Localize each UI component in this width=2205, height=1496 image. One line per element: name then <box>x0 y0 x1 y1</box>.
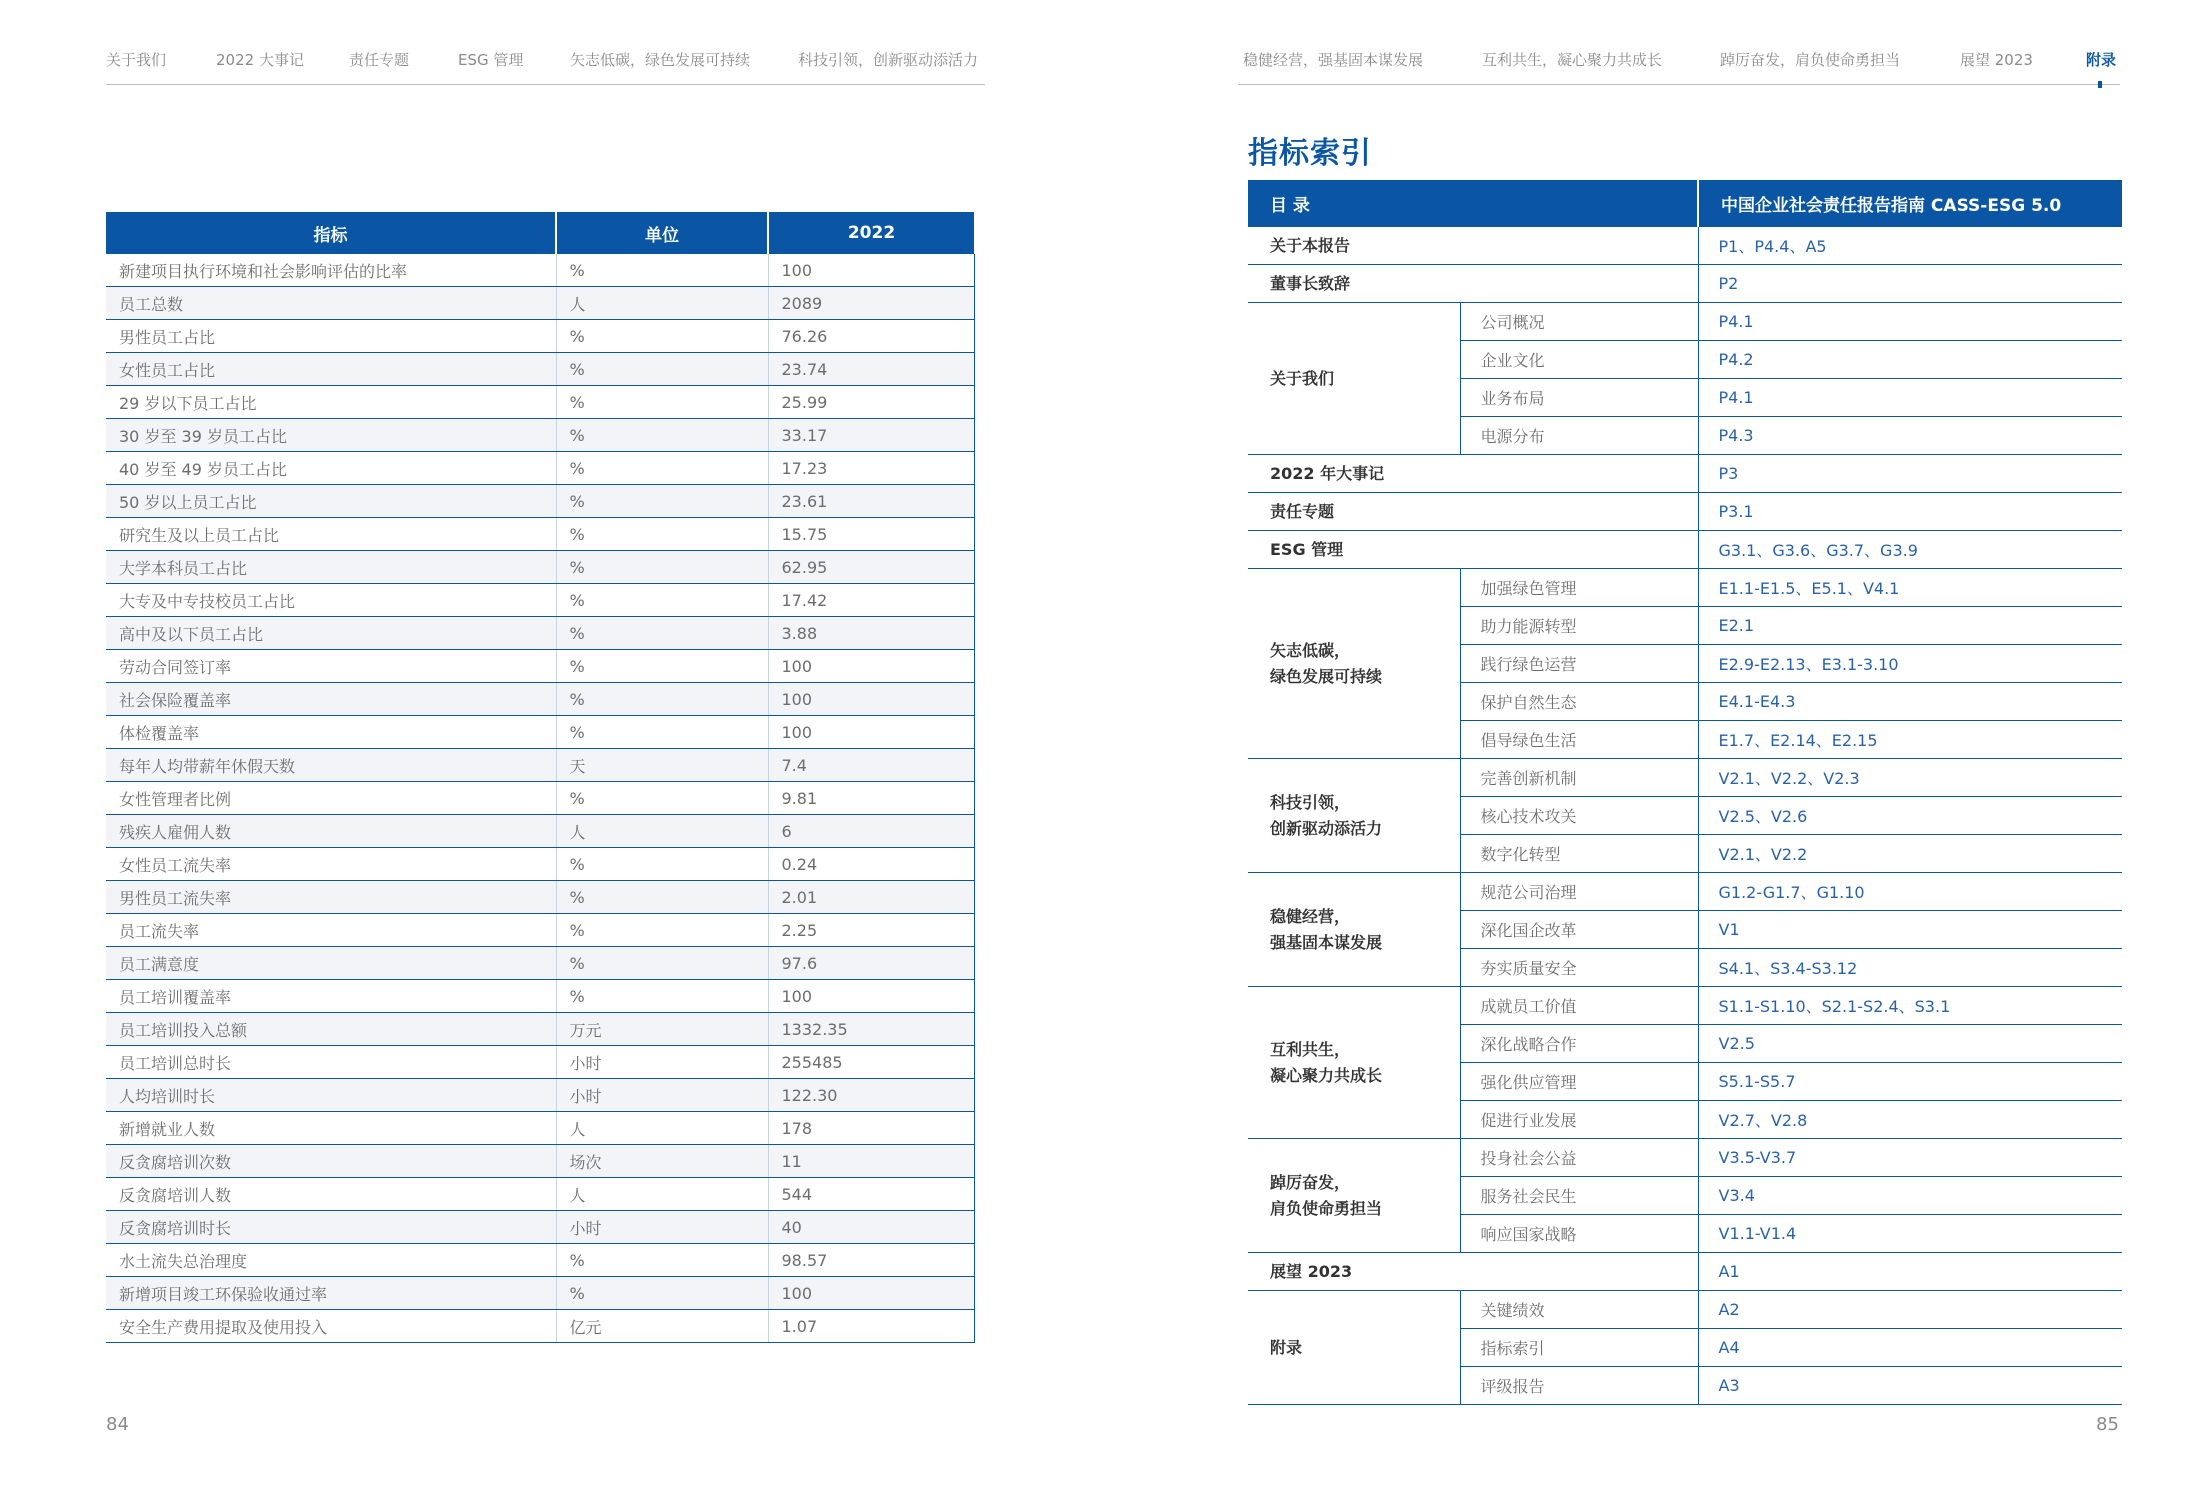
unit-cell: 人 <box>556 815 768 848</box>
unit-cell: 小时 <box>556 1079 768 1112</box>
value-cell: 23.74 <box>768 353 974 386</box>
table-row <box>106 881 974 914</box>
indicator-cell: 新建项目执行环境和社会影响评估的比率 <box>106 254 556 287</box>
index-subtopic: 投身社会公益 <box>1460 1139 1698 1177</box>
index-row <box>1248 569 2122 607</box>
value-cell: 40 <box>768 1211 974 1244</box>
page-number-left: 84 <box>106 1414 129 1435</box>
table-row <box>106 650 974 683</box>
kpi-table <box>106 212 975 1343</box>
index-reference: V3.5-V3.7 <box>1698 1139 2122 1177</box>
unit-cell: 亿元 <box>556 1310 768 1343</box>
index-reference: V2.1、V2.2 <box>1698 835 2122 873</box>
index-row <box>1248 493 2122 531</box>
value-cell: 23.61 <box>768 485 974 518</box>
index-row <box>1248 1253 2122 1291</box>
kpi-table-header <box>106 212 974 254</box>
indicator-cell: 新增项目竣工环保验收通过率 <box>106 1277 556 1310</box>
nav-item-mutual[interactable]: 互利共生，凝心聚力共成长 <box>1482 51 1663 69</box>
nav-item-mission[interactable]: 踔厉奋发，肩负使命勇担当 <box>1720 51 1901 69</box>
indicator-cell: 男性员工流失率 <box>106 881 556 914</box>
unit-cell: 人 <box>556 287 768 320</box>
indicator-cell: 30 岁至 39 岁员工占比 <box>106 419 556 452</box>
index-reference: P3 <box>1698 455 2122 493</box>
table-row <box>106 584 974 617</box>
index-reference: V2.5、V2.6 <box>1698 797 2122 835</box>
value-cell: 100 <box>768 650 974 683</box>
value-cell: 11 <box>768 1145 974 1178</box>
table-row <box>106 287 974 320</box>
index-reference: V2.5 <box>1698 1025 2122 1063</box>
index-table-header <box>1248 180 2122 227</box>
indicator-cell: 员工满意度 <box>106 947 556 980</box>
table-row <box>106 848 974 881</box>
table-row <box>106 947 974 980</box>
value-cell: 17.42 <box>768 584 974 617</box>
value-cell: 97.6 <box>768 947 974 980</box>
col-header-year: 2022 <box>768 212 974 254</box>
index-category: 2022 年大事记 <box>1248 455 1698 493</box>
index-table <box>1248 180 2122 1405</box>
index-subtopic: 数字化转型 <box>1460 835 1698 873</box>
index-category: 展望 2023 <box>1248 1253 1698 1291</box>
indicator-cell: 反贪腐培训人数 <box>106 1178 556 1211</box>
index-row <box>1248 455 2122 493</box>
nav-item-appendix[interactable]: 附录 <box>2086 51 2117 69</box>
unit-cell: % <box>556 485 768 518</box>
index-reference: V2.1、V2.2、V2.3 <box>1698 759 2122 797</box>
index-subtopic: 夯实质量安全 <box>1460 949 1698 987</box>
table-row <box>106 518 974 551</box>
indicator-cell: 人均培训时长 <box>106 1079 556 1112</box>
index-reference: V1.1-V1.4 <box>1698 1215 2122 1253</box>
unit-cell: % <box>556 716 768 749</box>
index-reference: A1 <box>1698 1253 2122 1291</box>
unit-cell: 万元 <box>556 1013 768 1046</box>
indicator-cell: 大学本科员工占比 <box>106 551 556 584</box>
index-reference: S5.1-S5.7 <box>1698 1063 2122 1101</box>
nav-item-topics[interactable]: 责任专题 <box>349 51 410 69</box>
index-reference: A2 <box>1698 1291 2122 1329</box>
index-category: 关于本报告 <box>1248 227 1698 265</box>
table-row <box>106 1112 974 1145</box>
value-cell: 33.17 <box>768 419 974 452</box>
col-header-indicator: 指标 <box>106 212 556 254</box>
indicator-cell: 员工培训总时长 <box>106 1046 556 1079</box>
value-cell: 1.07 <box>768 1310 974 1343</box>
table-row <box>106 815 974 848</box>
col-header-guideline: 中国企业社会责任报告指南 CASS-ESG 5.0 <box>1698 180 2122 227</box>
unit-cell: 天 <box>556 749 768 782</box>
unit-cell: 人 <box>556 1112 768 1145</box>
index-reference: G3.1、G3.6、G3.7、G3.9 <box>1698 531 2122 569</box>
unit-cell: % <box>556 584 768 617</box>
nav-item-tech[interactable]: 科技引领，创新驱动添活力 <box>798 51 979 69</box>
index-reference: V2.7、V2.8 <box>1698 1101 2122 1139</box>
index-row <box>1248 303 2122 341</box>
indicator-cell: 高中及以下员工占比 <box>106 617 556 650</box>
index-reference: E1.1-E1.5、E5.1、V4.1 <box>1698 569 2122 607</box>
indicator-cell: 社会保险覆盖率 <box>106 683 556 716</box>
indicator-cell: 反贪腐培训次数 <box>106 1145 556 1178</box>
index-subtopic: 公司概况 <box>1460 303 1698 341</box>
value-cell: 544 <box>768 1178 974 1211</box>
index-subtopic: 评级报告 <box>1460 1367 1698 1405</box>
table-row <box>106 320 974 353</box>
index-row <box>1248 265 2122 303</box>
table-row <box>106 749 974 782</box>
value-cell: 98.57 <box>768 1244 974 1277</box>
value-cell: 2.25 <box>768 914 974 947</box>
nav-item-about[interactable]: 关于我们 <box>106 51 167 69</box>
index-reference: P4.1 <box>1698 303 2122 341</box>
unit-cell: % <box>556 782 768 815</box>
index-category: 董事长致辞 <box>1248 265 1698 303</box>
indicator-cell: 员工总数 <box>106 287 556 320</box>
indicator-cell: 水土流失总治理度 <box>106 1244 556 1277</box>
indicator-cell: 新增就业人数 <box>106 1112 556 1145</box>
index-category: 责任专题 <box>1248 493 1698 531</box>
value-cell: 122.30 <box>768 1079 974 1112</box>
index-subtopic: 助力能源转型 <box>1460 607 1698 645</box>
indicator-cell: 员工培训覆盖率 <box>106 980 556 1013</box>
index-subtopic: 服务社会民生 <box>1460 1177 1698 1215</box>
index-reference: E4.1-E4.3 <box>1698 683 2122 721</box>
index-row <box>1248 873 2122 911</box>
value-cell: 76.26 <box>768 320 974 353</box>
index-subtopic: 践行绿色运营 <box>1460 645 1698 683</box>
unit-cell: % <box>556 452 768 485</box>
table-row <box>106 1046 974 1079</box>
index-category: 稳健经营， 强基固本谋发展 <box>1248 873 1460 987</box>
value-cell: 9.81 <box>768 782 974 815</box>
value-cell: 17.23 <box>768 452 974 485</box>
index-row <box>1248 1139 2122 1177</box>
index-reference: S1.1-S1.10、S2.1-S2.4、S3.1 <box>1698 987 2122 1025</box>
index-reference: P2 <box>1698 265 2122 303</box>
unit-cell: % <box>556 980 768 1013</box>
index-reference: P4.3 <box>1698 417 2122 455</box>
table-row <box>106 254 974 287</box>
unit-cell: % <box>556 617 768 650</box>
index-reference: V1 <box>1698 911 2122 949</box>
value-cell: 1332.35 <box>768 1013 974 1046</box>
value-cell: 6 <box>768 815 974 848</box>
unit-cell: % <box>556 518 768 551</box>
index-reference: E2.1 <box>1698 607 2122 645</box>
unit-cell: 人 <box>556 1178 768 1211</box>
index-category: 踔厉奋发， 肩负使命勇担当 <box>1248 1139 1460 1253</box>
index-row <box>1248 987 2122 1025</box>
indicator-cell: 体检覆盖率 <box>106 716 556 749</box>
index-subtopic: 促进行业发展 <box>1460 1101 1698 1139</box>
index-reference: A4 <box>1698 1329 2122 1367</box>
indicator-cell: 50 岁以上员工占比 <box>106 485 556 518</box>
value-cell: 7.4 <box>768 749 974 782</box>
index-category: 科技引领， 创新驱动添活力 <box>1248 759 1460 873</box>
index-subtopic: 加强绿色管理 <box>1460 569 1698 607</box>
unit-cell: % <box>556 650 768 683</box>
nav-divider-right <box>1238 84 2120 85</box>
index-subtopic: 强化供应管理 <box>1460 1063 1698 1101</box>
table-row <box>106 1079 974 1112</box>
index-subtopic: 核心技术攻关 <box>1460 797 1698 835</box>
indicator-cell: 研究生及以上员工占比 <box>106 518 556 551</box>
table-row <box>106 1178 974 1211</box>
table-row <box>106 683 974 716</box>
value-cell: 100 <box>768 1277 974 1310</box>
nav-item-green[interactable]: 矢志低碳，绿色发展可持续 <box>570 51 751 69</box>
value-cell: 100 <box>768 980 974 1013</box>
index-subtopic: 保护自然生态 <box>1460 683 1698 721</box>
index-subtopic: 业务布局 <box>1460 379 1698 417</box>
index-subtopic: 指标索引 <box>1460 1329 1698 1367</box>
indicator-cell: 员工培训投入总额 <box>106 1013 556 1046</box>
table-row <box>106 353 974 386</box>
nav-active-marker <box>2098 81 2102 88</box>
table-row <box>106 617 974 650</box>
table-row <box>106 1244 974 1277</box>
index-subtopic: 规范公司治理 <box>1460 873 1698 911</box>
unit-cell: % <box>556 320 768 353</box>
unit-cell: % <box>556 848 768 881</box>
indicator-cell: 大专及中专技校员工占比 <box>106 584 556 617</box>
indicator-cell: 女性员工流失率 <box>106 848 556 881</box>
index-row <box>1248 759 2122 797</box>
index-reference: E1.7、E2.14、E2.15 <box>1698 721 2122 759</box>
index-reference: G1.2-G1.7、G1.10 <box>1698 873 2122 911</box>
table-row <box>106 551 974 584</box>
unit-cell: % <box>556 254 768 287</box>
value-cell: 0.24 <box>768 848 974 881</box>
table-row <box>106 485 974 518</box>
nav-item-outlook[interactable]: 展望 2023 <box>1960 51 2033 69</box>
table-row <box>106 1145 974 1178</box>
table-row <box>106 452 974 485</box>
index-subtopic: 电源分布 <box>1460 417 1698 455</box>
nav-item-events[interactable]: 2022 大事记 <box>216 51 304 69</box>
unit-cell: % <box>556 881 768 914</box>
indicator-cell: 40 岁至 49 岁员工占比 <box>106 452 556 485</box>
table-row <box>106 716 974 749</box>
nav-divider-left <box>106 84 985 85</box>
col-header-unit: 单位 <box>556 212 768 254</box>
index-category: 矢志低碳， 绿色发展可持续 <box>1248 569 1460 759</box>
value-cell: 100 <box>768 254 974 287</box>
value-cell: 25.99 <box>768 386 974 419</box>
indicator-cell: 29 岁以下员工占比 <box>106 386 556 419</box>
table-row <box>106 1277 974 1310</box>
unit-cell: % <box>556 683 768 716</box>
indicator-cell: 每年人均带薪年休假天数 <box>106 749 556 782</box>
indicator-cell: 员工流失率 <box>106 914 556 947</box>
value-cell: 100 <box>768 683 974 716</box>
index-reference: E2.9-E2.13、E3.1-3.10 <box>1698 645 2122 683</box>
index-subtopic: 响应国家战略 <box>1460 1215 1698 1253</box>
index-category: 关于我们 <box>1248 303 1460 455</box>
table-row <box>106 980 974 1013</box>
value-cell: 2.01 <box>768 881 974 914</box>
index-row <box>1248 1291 2122 1329</box>
table-row <box>106 1013 974 1046</box>
indicator-cell: 男性员工占比 <box>106 320 556 353</box>
page-number-right: 85 <box>2096 1414 2119 1435</box>
table-row <box>106 1211 974 1244</box>
index-category: 附录 <box>1248 1291 1460 1405</box>
index-subtopic: 关键绩效 <box>1460 1291 1698 1329</box>
indicator-cell: 劳动合同签订率 <box>106 650 556 683</box>
value-cell: 3.88 <box>768 617 974 650</box>
unit-cell: 小时 <box>556 1211 768 1244</box>
unit-cell: 小时 <box>556 1046 768 1079</box>
unit-cell: % <box>556 551 768 584</box>
unit-cell: % <box>556 386 768 419</box>
unit-cell: % <box>556 914 768 947</box>
index-subtopic: 完善创新机制 <box>1460 759 1698 797</box>
table-row <box>106 1310 974 1343</box>
value-cell: 100 <box>768 716 974 749</box>
table-row <box>106 419 974 452</box>
index-reference: P4.1 <box>1698 379 2122 417</box>
nav-item-esg[interactable]: ESG 管理 <box>458 51 524 69</box>
unit-cell: 场次 <box>556 1145 768 1178</box>
index-reference: P4.2 <box>1698 341 2122 379</box>
table-row <box>106 782 974 815</box>
index-reference: P3.1 <box>1698 493 2122 531</box>
index-row <box>1248 227 2122 265</box>
col-header-contents: 目 录 <box>1248 180 1698 227</box>
indicator-cell: 安全生产费用提取及使用投入 <box>106 1310 556 1343</box>
index-reference: A3 <box>1698 1367 2122 1405</box>
indicator-cell: 女性员工占比 <box>106 353 556 386</box>
table-row <box>106 914 974 947</box>
index-reference: P1、P4.4、A5 <box>1698 227 2122 265</box>
value-cell: 2089 <box>768 287 974 320</box>
table-row <box>106 386 974 419</box>
index-row <box>1248 531 2122 569</box>
index-subtopic: 倡导绿色生活 <box>1460 721 1698 759</box>
unit-cell: % <box>556 419 768 452</box>
value-cell: 178 <box>768 1112 974 1145</box>
index-subtopic: 成就员工价值 <box>1460 987 1698 1025</box>
index-reference: S4.1、S3.4-S3.12 <box>1698 949 2122 987</box>
unit-cell: % <box>556 1244 768 1277</box>
value-cell: 62.95 <box>768 551 974 584</box>
value-cell: 255485 <box>768 1046 974 1079</box>
indicator-cell: 女性管理者比例 <box>106 782 556 815</box>
index-category: 互利共生， 凝心聚力共成长 <box>1248 987 1460 1139</box>
unit-cell: % <box>556 353 768 386</box>
index-subtopic: 深化战略合作 <box>1460 1025 1698 1063</box>
index-subtopic: 深化国企改革 <box>1460 911 1698 949</box>
value-cell: 15.75 <box>768 518 974 551</box>
unit-cell: % <box>556 947 768 980</box>
nav-item-steady[interactable]: 稳健经营，强基固本谋发展 <box>1243 51 1424 69</box>
indicator-cell: 反贪腐培训时长 <box>106 1211 556 1244</box>
index-subtopic: 企业文化 <box>1460 341 1698 379</box>
page-title: 指标索引 <box>1248 136 1372 171</box>
index-category: ESG 管理 <box>1248 531 1698 569</box>
indicator-cell: 残疾人雇佣人数 <box>106 815 556 848</box>
unit-cell: % <box>556 1277 768 1310</box>
index-reference: V3.4 <box>1698 1177 2122 1215</box>
